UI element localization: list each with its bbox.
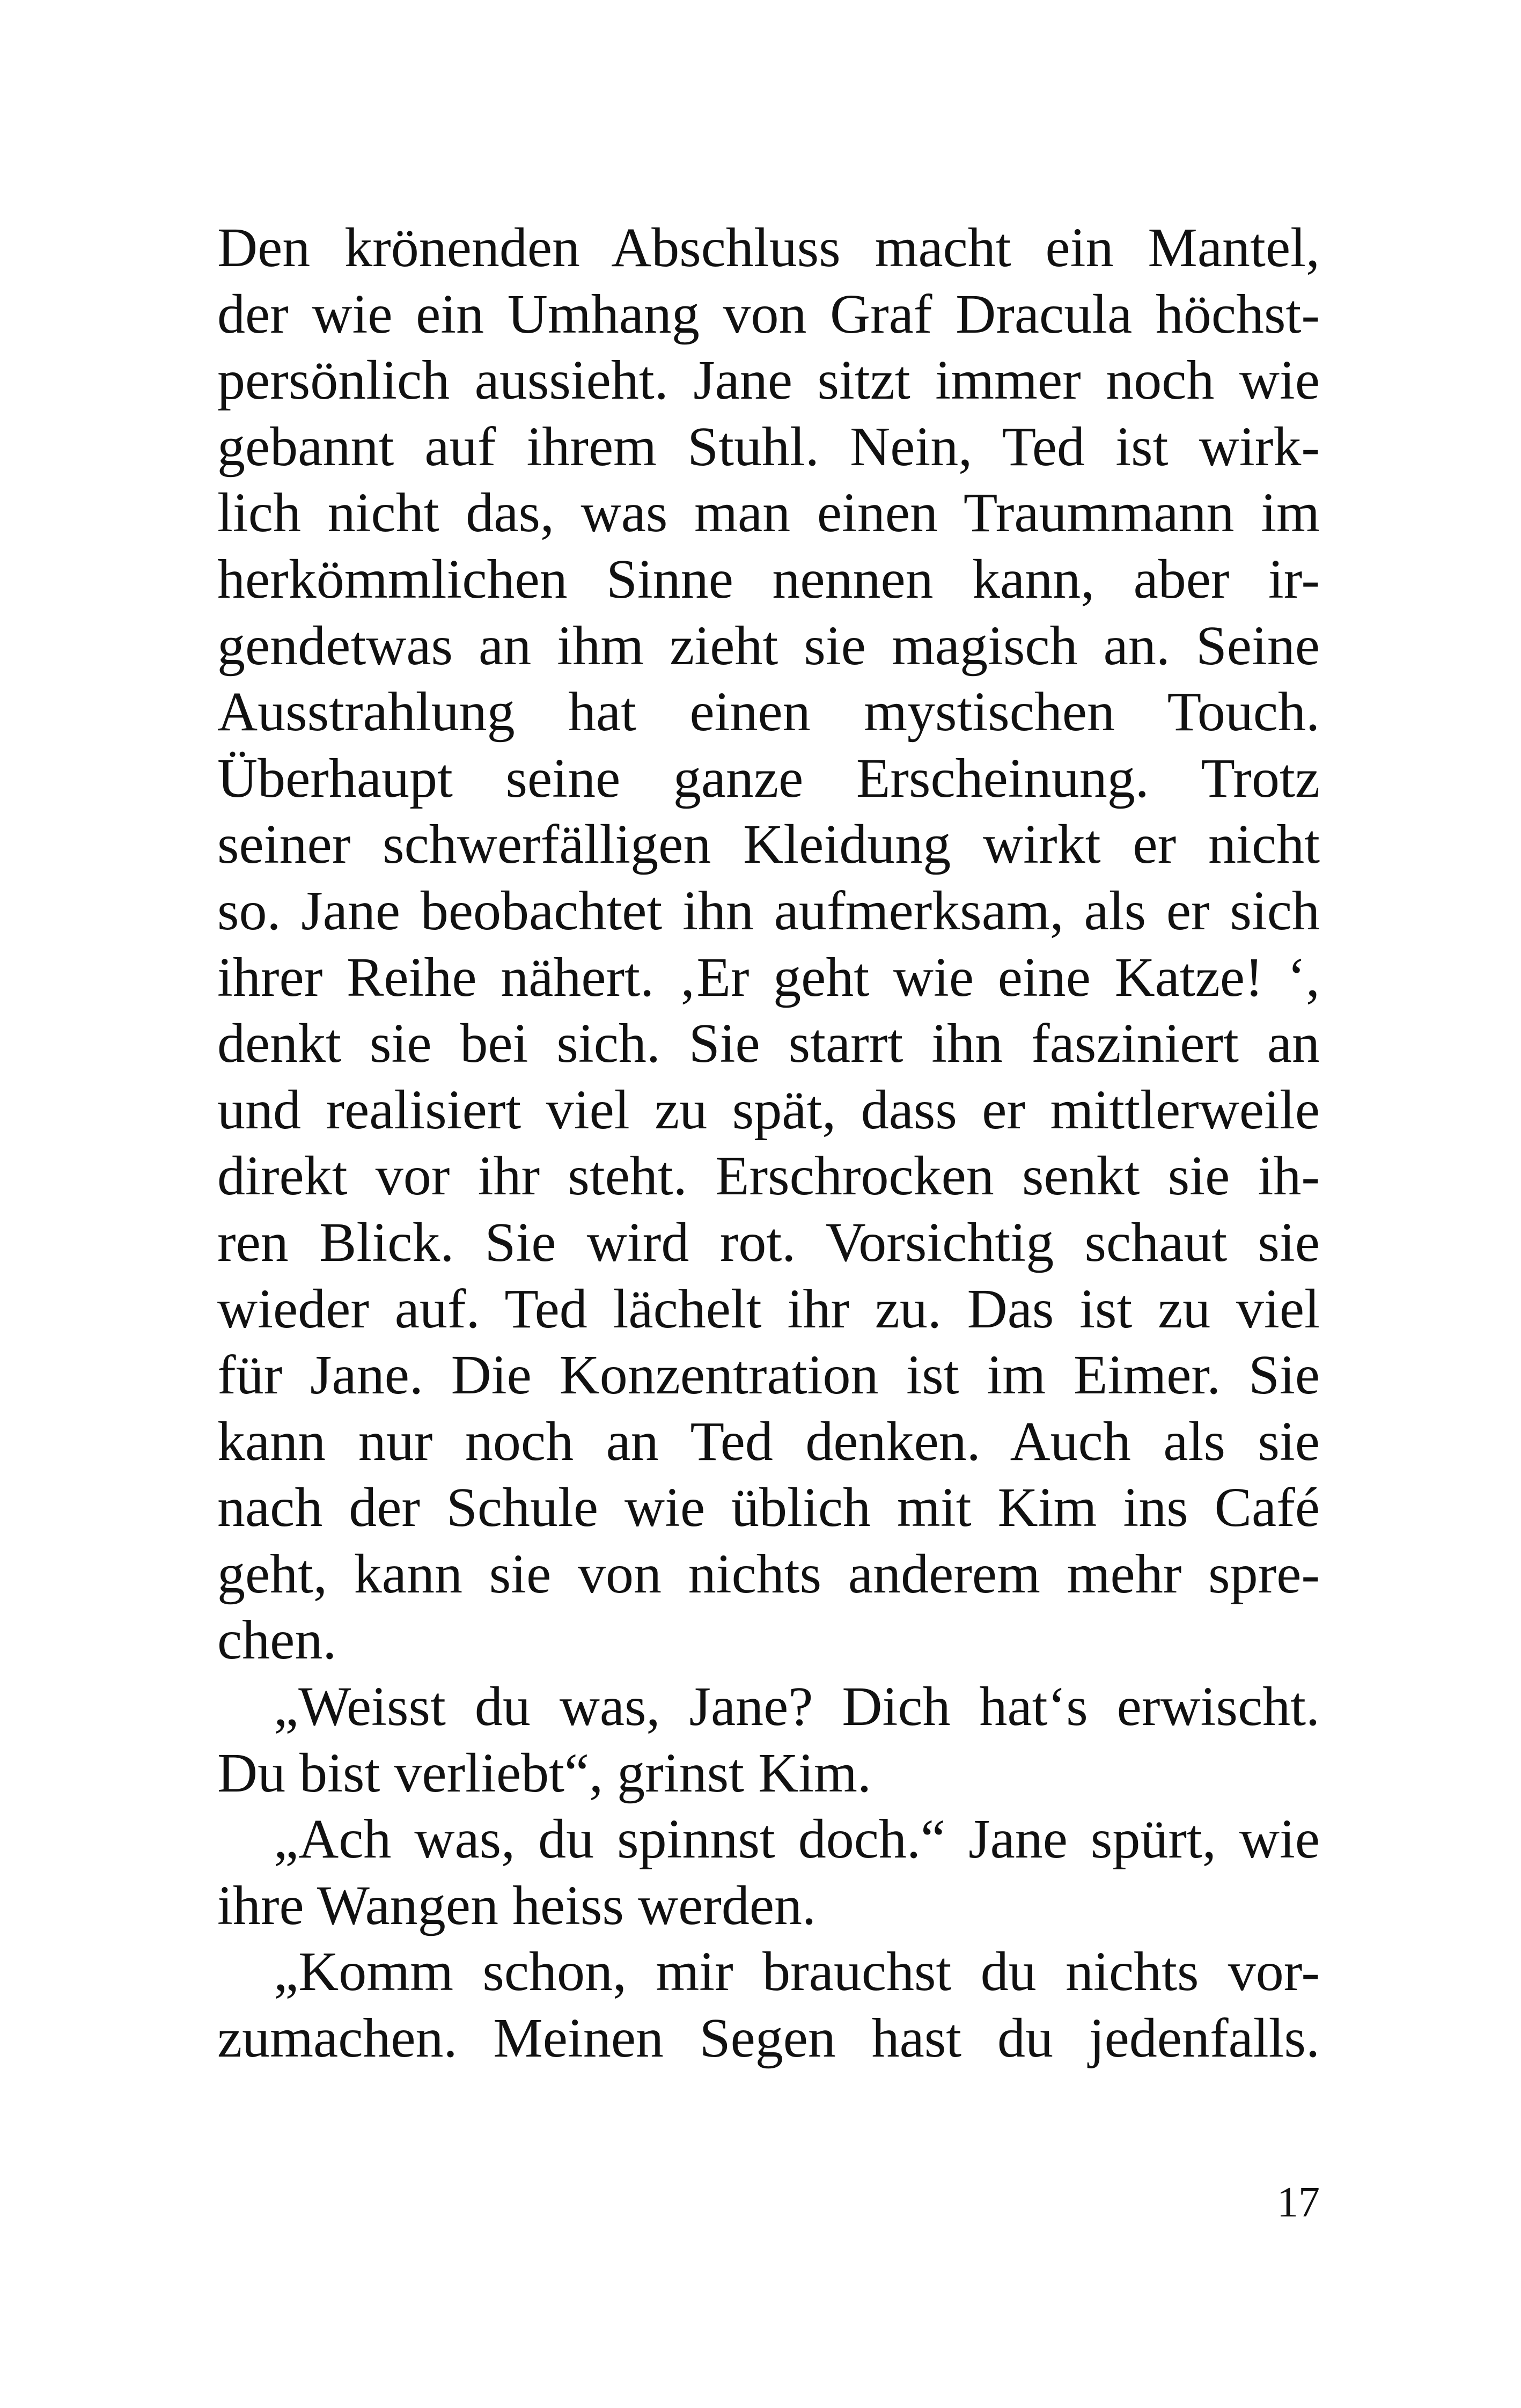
text-line: ihrer Reihe nähert. ‚Er geht wie eine Katze! ‘, (217, 946, 1320, 1008)
text-line: persönlich aussieht. Jane sitzt immer noch wie (217, 349, 1320, 412)
text-line: Ausstrahlung hat einen mystischen Touch. (217, 681, 1320, 743)
text-line: geht, kann sie von nichts anderem mehr spre- (217, 1543, 1320, 1605)
text-line: gendetwas an ihm zieht sie magisch an. Seine (217, 614, 1320, 677)
page-number: 17 (1277, 2179, 1320, 2226)
text-line: kann nur noch an Ted denken. Auch als sie (217, 1410, 1320, 1472)
text-line: „Ach was, du spinnst doch.“ Jane spürt, wie (274, 1808, 1320, 1870)
text-line: direkt vor ihr steht. Erschrocken senkt sie ih- (217, 1145, 1320, 1207)
text-line: lich nicht das, was man einen Traummann im (217, 482, 1320, 544)
text-line: denkt sie bei sich. Sie starrt ihn fasziniert an (217, 1012, 1320, 1075)
text-line: „Weisst du was, Jane? Dich hat‘s erwischt. (274, 1676, 1320, 1738)
text-line: und realisiert viel zu spät, dass er mittlerweile (217, 1078, 1320, 1141)
text-line: chen. (217, 1609, 337, 1671)
text-line: so. Jane beobachtet ihn aufmerksam, als er sich (217, 879, 1320, 942)
text-line: herkömmlichen Sinne nennen kann, aber ir- (217, 548, 1320, 610)
text-line: Den krönenden Abschluss macht ein Mantel, (217, 217, 1320, 278)
text-line: ren Blick. Sie wird rot. Vorsichtig schaut sie (217, 1211, 1320, 1273)
text-line: „Komm schon, mir brauchst du nichts vor- (274, 1941, 1320, 2003)
text-line: Du bist verliebt“, grinst Kim. (217, 1742, 871, 1804)
text-line: Überhaupt seine ganze Erscheinung. Trotz (217, 747, 1320, 809)
text-line: wieder auf. Ted lächelt ihr zu. Das ist zu viel (217, 1278, 1320, 1340)
body-text (217, 215, 1320, 2072)
text-line: der wie ein Umhang von Graf Dracula höchst- (217, 283, 1320, 345)
text-line: für Jane. Die Konzentration ist im Eimer. Sie (217, 1344, 1320, 1406)
text-line: zumachen. Meinen Segen hast du jedenfalls. (217, 2007, 1320, 2069)
text-line: ihre Wangen heiss werden. (217, 1874, 817, 1936)
text-line: gebannt auf ihrem Stuhl. Nein, Ted ist wirk- (217, 415, 1320, 478)
text-line: nach der Schule wie üblich mit Kim ins Café (217, 1477, 1320, 1539)
text-line: seiner schwerfälligen Kleidung wirkt er nicht (217, 813, 1320, 876)
